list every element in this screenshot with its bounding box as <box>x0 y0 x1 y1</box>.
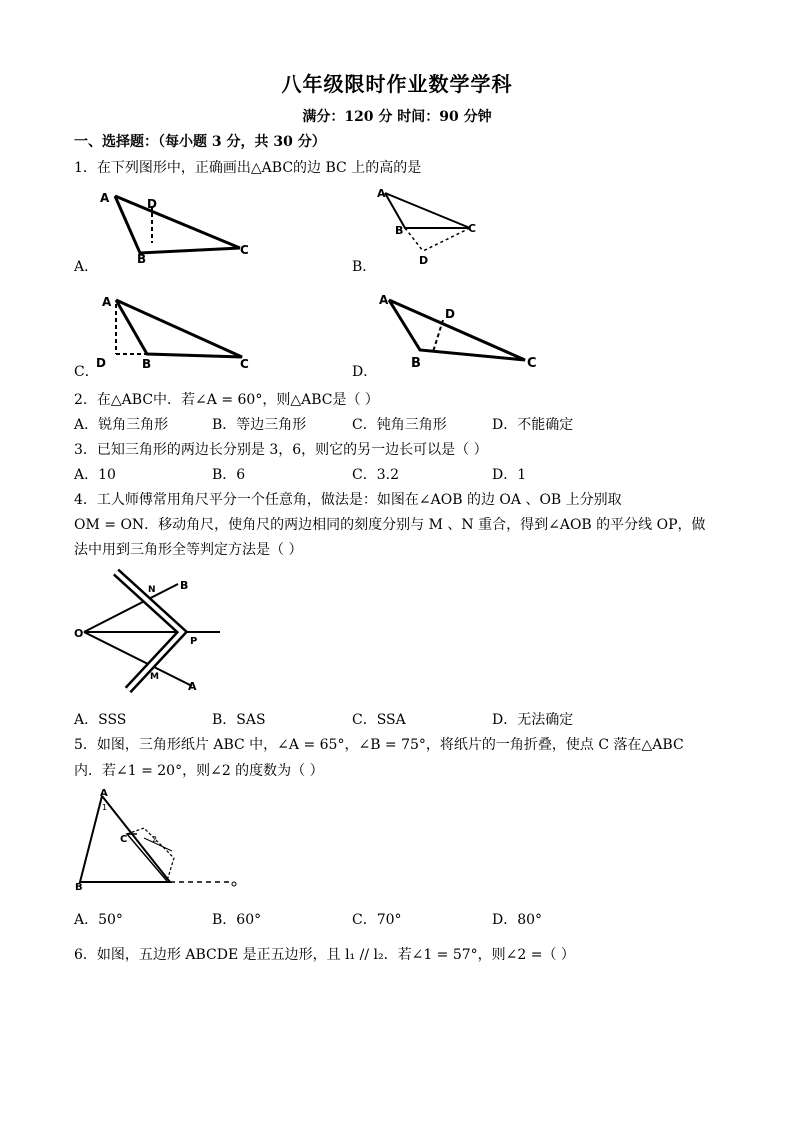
q1a-label-d: D <box>147 197 157 211</box>
q1-option-a: A． <box>74 259 99 275</box>
q1d-label-c: C <box>527 356 537 371</box>
q1a-label-a: A <box>100 191 110 205</box>
q1a-label-b: B <box>137 252 147 263</box>
q4-stem-line3: 法中用到三角形全等判定方法是（ ） <box>74 542 303 558</box>
q4-label-m: M <box>150 672 159 682</box>
q5-stem-line1: 5．如图，三角形纸片 ABC 中，∠A = 65°，∠B = 75°，将纸片的一角折叠，使点 C 落在△ABC <box>74 737 684 753</box>
q5-stem-line2: 内．若∠1 = 20°，则∠2 的度数为（ ） <box>74 763 324 779</box>
q5-option-b: B．60° <box>212 912 262 928</box>
q4-option-a: A．SSS <box>74 712 127 728</box>
q2-option-d: D．不能确定 <box>492 417 574 433</box>
q4-label-p: P <box>190 636 198 647</box>
q4-label-n: N <box>148 585 156 595</box>
q5-label-b: B <box>75 882 83 893</box>
q1-option-d: D． <box>352 364 378 380</box>
q1d-label-a: A <box>379 293 389 307</box>
q5-option-c: C．70° <box>352 912 402 928</box>
q4-option-d: D．无法确定 <box>492 712 574 728</box>
q1a-label-c: C <box>240 243 249 257</box>
q5-option-a: A．50° <box>74 912 123 928</box>
q2-option-c: C．钝角三角形 <box>352 417 447 433</box>
q5-label-c: C <box>120 834 128 845</box>
q3-stem: 3．已知三角形的两边长分别是 3，6，则它的另一边长可以是（ ） <box>74 442 488 458</box>
q1b-label-c: C <box>468 222 477 235</box>
q3-option-b: B．6 <box>212 467 246 483</box>
q5-label-1: 1 <box>102 803 108 812</box>
q5-figure <box>72 786 242 896</box>
q1-option-b: B． <box>352 259 377 275</box>
q4-option-c: C．SSA <box>352 712 406 728</box>
q6-stem: 6．如图，五边形 ABCDE 是正五边形，且 l₁ // l₂．若∠1 = 57°，则∠2 =（ ） <box>74 947 575 963</box>
q1-figure-b <box>375 183 490 268</box>
q4-figure <box>70 562 235 702</box>
q4-label-o: O <box>74 627 84 640</box>
q2-option-a: A．锐角三角形 <box>74 417 169 433</box>
q1c-label-d: D <box>96 356 106 370</box>
q1-figure-d <box>375 292 550 372</box>
score-time-line: 满分：120 分 时间：90 分钟 <box>302 109 492 125</box>
q4-stem-line2: OM = ON．移动角尺，使角尺的两边相同的刻度分别与 M 、N 重合，得到∠AOB 的平分线 OP，做 <box>74 517 706 533</box>
q1d-label-d: D <box>445 307 455 321</box>
q1-figure-c <box>92 292 262 372</box>
q5-label-a: A <box>100 788 108 799</box>
q4-stem-line1: 4．工人师傅常用角尺平分一个任意角，做法是：如图在∠AOB 的边 OA 、OB 上分别取 <box>74 492 622 508</box>
q2-option-b: B．等边三角形 <box>212 417 307 433</box>
q1d-label-b: B <box>411 356 421 371</box>
q1b-label-d: D <box>419 254 429 267</box>
q1-figure-a <box>95 188 255 263</box>
q1c-label-c: C <box>240 357 249 371</box>
q1c-label-a: A <box>102 295 112 309</box>
q1b-label-a: A <box>377 187 386 200</box>
q5-label-2: 2 <box>152 835 158 844</box>
q1b-label-b: B <box>395 224 404 237</box>
q3-option-a: A．10 <box>74 467 116 483</box>
q1-stem: 1．在下列图形中，正确画出△ABC的边 BC 上的高的是 <box>74 160 422 176</box>
q2-stem: 2．在△ABC中．若∠A = 60°，则△ABC是（ ） <box>74 392 379 408</box>
q1-option-c: C． <box>74 364 99 380</box>
q4-label-a: A <box>188 680 197 693</box>
section-heading: 一、选择题：（每小题 3 分，共 30 分） <box>74 134 326 150</box>
q3-option-d: D．1 <box>492 467 527 483</box>
q4-label-b: B <box>180 579 189 592</box>
page-title: 八年级限时作业数学学科 <box>281 72 513 96</box>
q5-option-d: D．80° <box>492 912 543 928</box>
q4-option-b: B．SAS <box>212 712 266 728</box>
q1c-label-b: B <box>142 357 152 371</box>
q3-option-c: C．3.2 <box>352 467 399 483</box>
